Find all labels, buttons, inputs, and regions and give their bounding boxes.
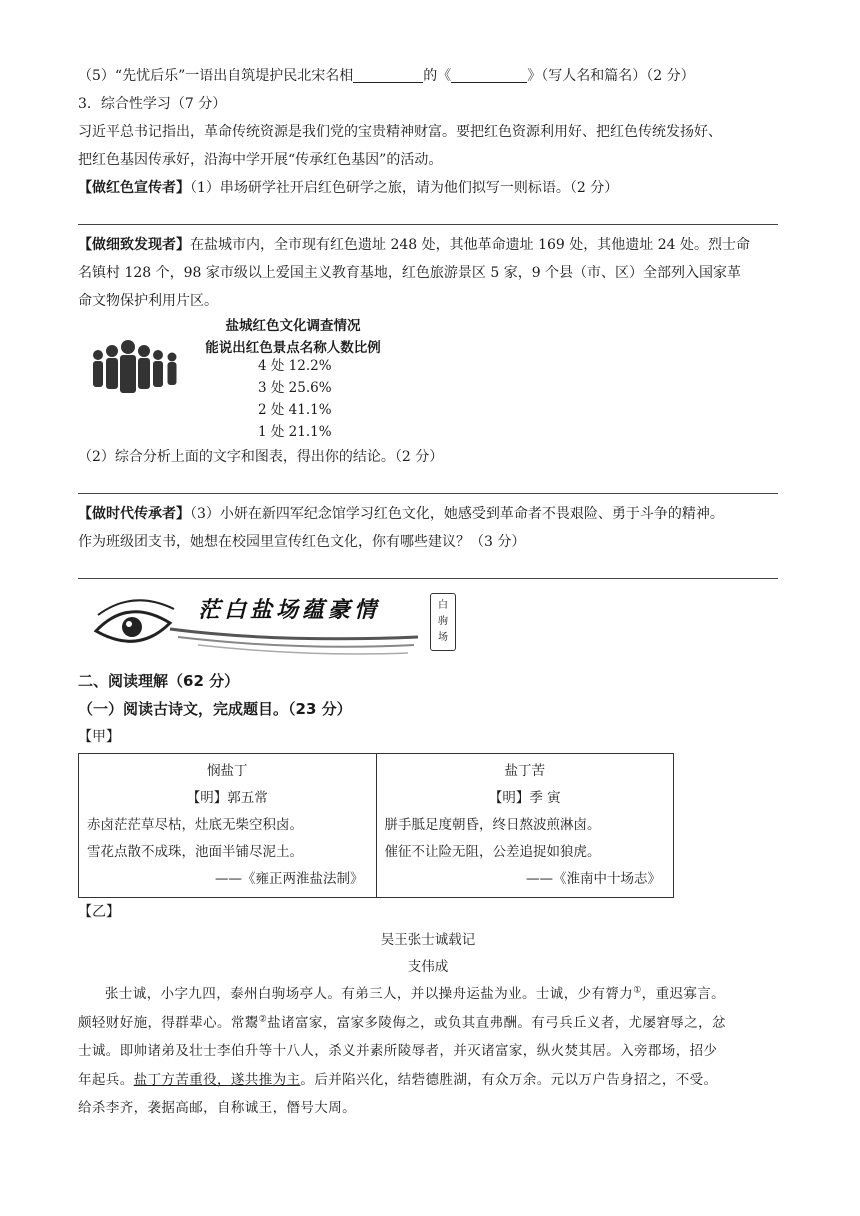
answer-blank-title[interactable] [451, 64, 527, 83]
section-3-intro-1: 习近平总书记指出，革命传统资源是我们党的宝贵精神财富。要把红色资源利用好、把红色传统发扬好、 [78, 124, 722, 140]
task-3: 【做时代传承者】（3）小妍在新四军纪念馆学习红色文化，她感受到革命者不畏艰险、勇于斗争的精神。 [78, 506, 724, 522]
exam-page [78, 62, 778, 1123]
question-5: （5）“先忧后乐”一语出自筑堤护民北宋名相 的《 》（写人名和篇名）（2 分） [78, 62, 778, 90]
task-2-cont-2: 命文物保护利用片区。 [78, 293, 218, 309]
poem-cell [376, 754, 674, 898]
survey-title-2: 能说出红色景点名称人数比例 [205, 340, 381, 356]
survey-title-1: 盐城红色文化调查情况 [225, 318, 361, 334]
answer-line-1[interactable] [78, 202, 778, 225]
poem-line: 赤卤茫茫草尽枯，灶底无柴空积卤。 [87, 817, 303, 833]
task-2: 【做细致发现者】在盐城市内，全市现有红色遗址 248 处，其他革命遗址 169 处，其他遗址 24 处。烈士命 [78, 237, 750, 253]
prose-title: 吴王张士诚载记 [380, 932, 476, 948]
survey-list [258, 355, 332, 443]
poem-line: 催征不让险无阻，公差追捉如狼虎。 [384, 844, 601, 860]
survey-figure [78, 315, 778, 443]
task-2-cont-1: 名镇村 128 个，98 家市级以上爱国主义教育基地，红色旅游景区 5 家，9 个县（市、区）全部列入国家革 [78, 265, 742, 281]
prose-author: 支伟成 [407, 959, 449, 975]
part-2-subtitle: （一）阅读古诗文，完成题目。（23 分） [78, 700, 352, 718]
poem-author: 【明】季 寅 [488, 790, 561, 806]
people-icon [90, 337, 182, 407]
survey-item: 1 处 21.1% [258, 424, 332, 440]
poem-source: ——《淮南中十场志》 [526, 871, 661, 887]
task-3-cont: 作为班级团支书，她想在校园里宣传红色文化，你有哪些建议？（3 分） [78, 534, 526, 550]
part-2-title: 二、阅读理解（62 分） [78, 672, 240, 690]
survey-item: 2 处 41.1% [258, 402, 332, 418]
poem-line: 雪花点散不成珠，池面半铺尽泥土。 [87, 844, 303, 860]
poem-line: 胼手胝足度朝昏，终日熬波煎淋卤。 [384, 817, 601, 833]
underlined-sentence: 盐丁方苦重役，遂共推为主 [133, 1071, 301, 1088]
poem-source: ——《雍正两淮盐法制》 [215, 871, 364, 887]
poem-title: 悯盐丁 [207, 763, 248, 779]
section-3-title: 3．综合性学习（7 分） [78, 96, 227, 112]
survey-item: 3 处 25.6% [258, 380, 332, 396]
task-1: 【做红色宣传者】（1）串场研学社开启红色研学之旅，请为他们拟写一则标语。（2 分） [78, 180, 619, 196]
poem-cell [79, 754, 377, 898]
prose-body: 张士诚，小字九四，泰州白驹场亭人。有弟三人，并以操舟运盐为业。士诚，少有膂力①，重迟寡言。 颇轻财好施，得群辈心。常鬻②盐诸富家，富家多陵侮之，或负其直弗酬。有弓兵丘义者，尤屡窘辱之，忿 士诚。即帅诸弟及壮士李伯升等十八人，杀义并素所陵辱者，并灭诸富家，纵火焚其居。入旁郡场，招少 年起兵。盐丁方苦重役，遂共推为主。后并陷兴化，结砦德胜湖，有众万余。元以万户告身招之，不受。 给杀李齐，袭据高邮，自称诚王，僭号大周。 [78, 985, 726, 1116]
poem-title: 盐丁苦 [504, 763, 545, 779]
answer-blank-name[interactable] [353, 64, 423, 83]
answer-line-2[interactable] [78, 471, 778, 494]
poem-table [78, 753, 674, 898]
section-banner [78, 585, 778, 663]
poem-author: 【明】郭五常 [186, 790, 268, 806]
survey-item: 4 处 12.2% [258, 358, 332, 374]
banner-stamp: 白 驹 场 [430, 593, 456, 651]
label-jia: 【甲】 [78, 729, 120, 745]
label-yi: 【乙】 [78, 904, 120, 920]
answer-line-3[interactable] [78, 556, 778, 579]
question-2: （2）综合分析上面的文字和图表，得出你的结论。（2 分） [78, 449, 444, 465]
banner-title: 茫白盐场蕴豪情 [198, 598, 381, 623]
section-3-intro-2: 把红色基因传承好，沿海中学开展“传承红色基因”的活动。 [78, 152, 443, 168]
